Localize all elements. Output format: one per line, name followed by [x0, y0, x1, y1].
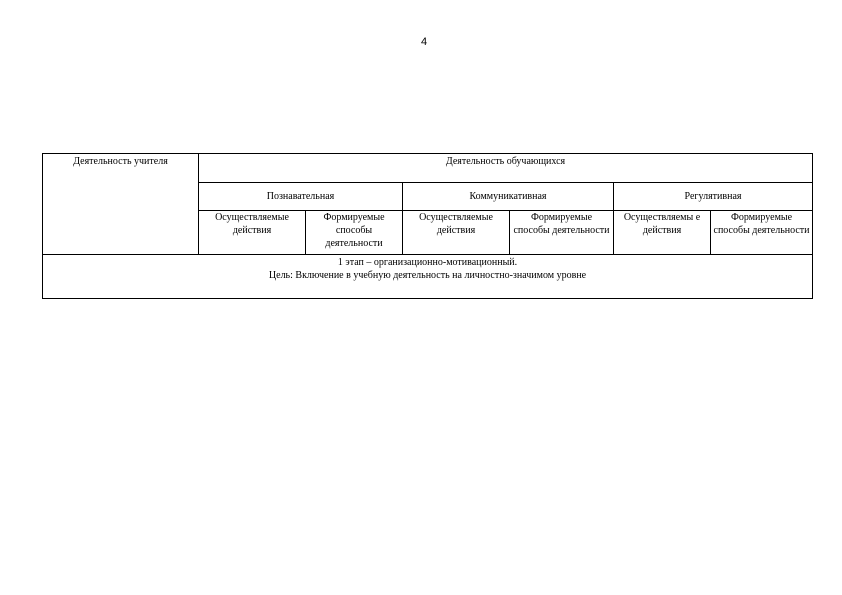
- lesson-table: [42, 153, 813, 299]
- stage-goal: Цель: Включение в учебную деятельность на личностно-значимом уровне: [268, 270, 587, 281]
- regulatory-actions-header: Осуществляемы е действия: [614, 211, 711, 255]
- teacher-activity-header: Деятельность учителя: [43, 154, 199, 255]
- regulatory-methods-header: Формируемые способы деятельности: [711, 211, 813, 255]
- stage-row: [43, 255, 813, 299]
- communicative-methods-header: Формируемые способы деятельности: [510, 211, 614, 255]
- page-number: 4: [421, 36, 428, 48]
- stage-title: 1 этап – организационно-мотивационный.: [337, 257, 518, 268]
- group-cognitive-header: Познавательная: [199, 183, 403, 211]
- group-regulatory-header: Регулятивная: [614, 183, 813, 211]
- communicative-actions-header: Осуществляемые действия: [403, 211, 510, 255]
- cognitive-methods-header: Формируемые способы деятельности: [306, 211, 403, 255]
- cognitive-actions-header: Осуществляемые действия: [199, 211, 306, 255]
- students-activity-header: Деятельность обучающихся: [199, 154, 813, 183]
- group-communicative-header: Коммуникативная: [403, 183, 614, 211]
